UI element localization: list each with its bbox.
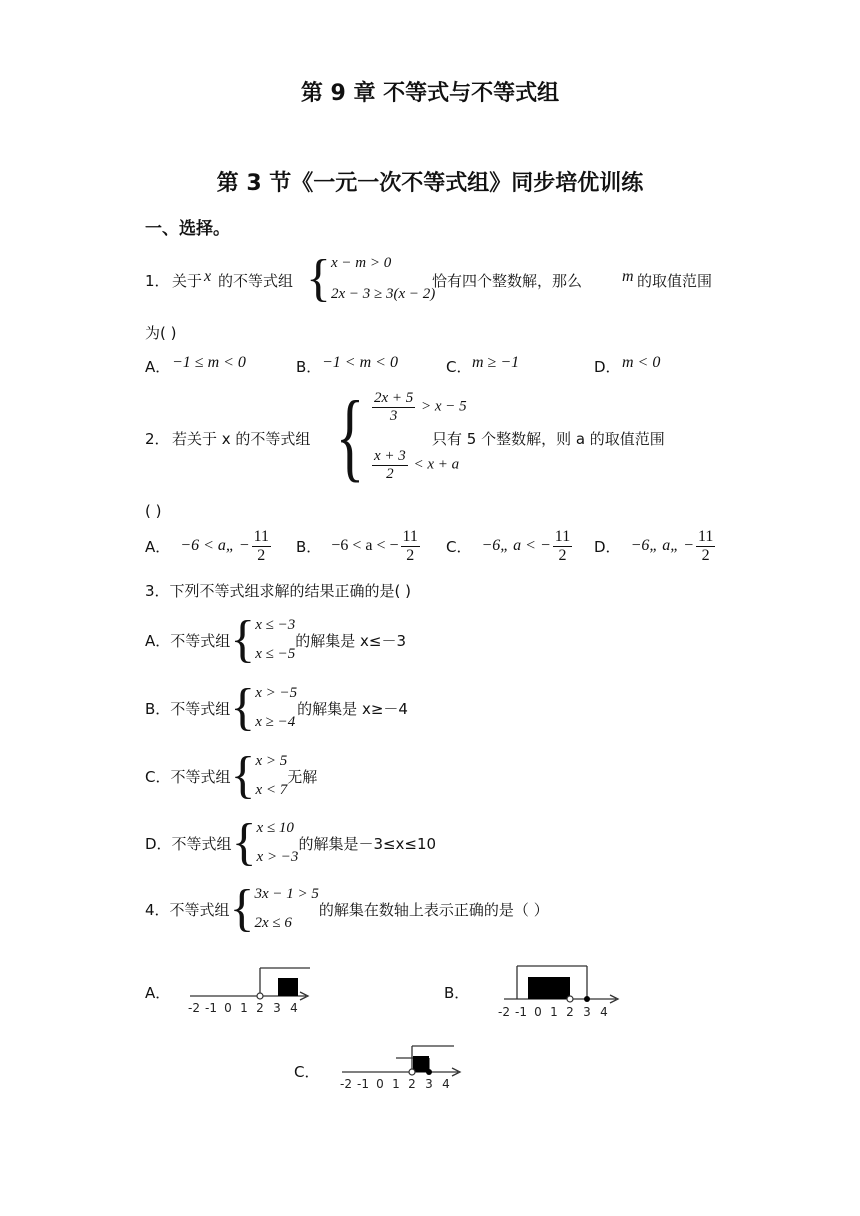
tick-label: 2 bbox=[408, 1077, 416, 1091]
tick-label: -2 bbox=[188, 1001, 200, 1015]
tick-label: 4 bbox=[290, 1001, 298, 1015]
tick-label: 0 bbox=[224, 1001, 232, 1015]
q1-system-line: x − m > 0 bbox=[330, 255, 392, 271]
q1-option-label[interactable]: D． bbox=[594, 358, 621, 376]
q3-option-result: 的解集是 x≤－3 bbox=[295, 631, 407, 650]
q3-option[interactable] bbox=[145, 814, 437, 871]
q2-option-math: −6„ a„ − bbox=[630, 537, 694, 555]
q1-post: 恰有四个整数解，那么 bbox=[432, 272, 583, 290]
q1-option-math: m ≥ −1 bbox=[472, 354, 520, 371]
brace-icon: { bbox=[335, 380, 365, 491]
q2-option[interactable] bbox=[145, 528, 273, 564]
q1-pre: 关于 bbox=[172, 272, 203, 290]
tick-label: -1 bbox=[357, 1077, 369, 1091]
open-endpoint bbox=[409, 1069, 415, 1075]
brace-icon: { bbox=[229, 880, 255, 937]
q4-system-line: 2x ≤ 6 bbox=[254, 915, 292, 931]
q2-option[interactable] bbox=[296, 528, 422, 564]
q4-choice-label[interactable]: C． bbox=[294, 1063, 320, 1081]
q3-option-label: A．不等式组 bbox=[145, 631, 231, 650]
brace-icon: { bbox=[230, 611, 256, 668]
tick-label: 1 bbox=[550, 1005, 558, 1019]
q1-var2: m bbox=[622, 268, 634, 285]
solution-region bbox=[278, 978, 298, 996]
q2-paren: ( ) bbox=[145, 502, 162, 520]
closed-endpoint bbox=[426, 1069, 432, 1075]
tick-label: 1 bbox=[240, 1001, 248, 1015]
q2-line1-numerator: 2x + 5 bbox=[374, 390, 414, 406]
q1-tail: 为( ) bbox=[145, 324, 177, 342]
q3-system-line: x > −3 bbox=[256, 849, 299, 865]
tick-label: 2 bbox=[566, 1005, 574, 1019]
q1-var: x bbox=[204, 268, 212, 285]
tick-label: 0 bbox=[376, 1077, 384, 1091]
q2-option-math: −6„ a < − bbox=[481, 537, 551, 555]
closed-endpoint bbox=[584, 996, 590, 1002]
q1-post2: 的取值范围 bbox=[637, 272, 713, 290]
q1-system bbox=[306, 250, 436, 307]
q3-stem: 3．下列不等式组求解的结果正确的是( ) bbox=[145, 582, 412, 600]
q3-system-line: x ≤ −5 bbox=[255, 646, 296, 662]
number-line-c bbox=[332, 1040, 472, 1098]
q2-line1-denominator: 3 bbox=[389, 407, 398, 424]
q1-option-label[interactable]: C． bbox=[446, 358, 472, 376]
q2-option[interactable] bbox=[594, 528, 717, 564]
q2-pre: 若关于 x 的不等式组 bbox=[172, 430, 311, 448]
q1-option-math: −1 < m < 0 bbox=[322, 354, 398, 371]
q1-system-line: 2x − 3 ≥ 3(x − 2) bbox=[330, 286, 436, 302]
q2-option-math: −6 < a„ − bbox=[180, 537, 250, 555]
tick-label: 4 bbox=[442, 1077, 450, 1091]
q2-line1-rest: > x − 5 bbox=[421, 398, 467, 415]
open-endpoint bbox=[257, 993, 263, 999]
q3-option-label: C．不等式组 bbox=[145, 767, 231, 786]
q3-option-result: 无解 bbox=[287, 767, 318, 786]
q1-option-label[interactable]: A． bbox=[145, 358, 171, 376]
q1-option-label[interactable]: B． bbox=[296, 358, 322, 376]
q3-option-result: 的解集是－3≤x≤10 bbox=[298, 834, 437, 853]
q2-option[interactable] bbox=[446, 528, 574, 564]
q1-option-math: m < 0 bbox=[622, 354, 661, 371]
tick-label: 4 bbox=[600, 1005, 608, 1019]
q3-option[interactable] bbox=[145, 679, 408, 736]
number-line-c-axis bbox=[342, 1068, 460, 1076]
brace-icon: { bbox=[230, 679, 256, 736]
fraction-denominator: 2 bbox=[257, 546, 266, 564]
tick-label: -2 bbox=[340, 1077, 352, 1091]
q4-choice-label[interactable]: A． bbox=[145, 984, 171, 1002]
q3-system-line: x ≤ 10 bbox=[256, 820, 294, 836]
q4-post: 的解集在数轴上表示正确的是（ ） bbox=[318, 900, 549, 919]
brace-icon: { bbox=[230, 747, 256, 804]
fraction-numerator: 11 bbox=[402, 528, 418, 545]
q4-stem bbox=[145, 880, 549, 937]
tick-label: -1 bbox=[205, 1001, 217, 1015]
solution-region bbox=[528, 977, 570, 999]
q2-number: 2． bbox=[145, 430, 170, 448]
part-heading: 一、选择。 bbox=[145, 219, 230, 239]
q3-system-line: x > −5 bbox=[255, 685, 298, 701]
q3-system-line: x ≤ −3 bbox=[255, 617, 296, 633]
tick-label: 1 bbox=[392, 1077, 400, 1091]
brace-icon: { bbox=[306, 250, 331, 307]
tick-label: 2 bbox=[256, 1001, 264, 1015]
q2-line2-numerator: x + 3 bbox=[374, 448, 406, 464]
q3-option-label: B．不等式组 bbox=[145, 699, 231, 718]
q1-number: 1． bbox=[145, 272, 170, 290]
fraction-denominator: 2 bbox=[406, 546, 415, 564]
q2-option-label: A． bbox=[145, 537, 171, 556]
q3-system-line: x ≥ −4 bbox=[255, 714, 296, 730]
q3-option-label: D．不等式组 bbox=[145, 834, 232, 853]
section-title: 第 3 节《一元一次不等式组》同步培优训练 bbox=[216, 171, 644, 196]
q2-line2-denominator: 2 bbox=[386, 465, 394, 482]
fraction-numerator: 11 bbox=[554, 528, 571, 545]
q3-system-line: x > 5 bbox=[255, 753, 288, 769]
q3-option-result: 的解集是 x≥－4 bbox=[297, 699, 408, 718]
q3-option[interactable] bbox=[145, 611, 407, 668]
open-endpoint bbox=[567, 996, 573, 1002]
tick-label: 3 bbox=[583, 1005, 591, 1019]
q2-option-label: B． bbox=[296, 537, 322, 556]
q3-system-line: x < 7 bbox=[255, 782, 288, 798]
q1-option-math: −1 ≤ m < 0 bbox=[172, 354, 246, 371]
fraction-denominator: 2 bbox=[701, 546, 710, 564]
q2-post: 只有 5 个整数解，则 a 的取值范围 bbox=[432, 430, 665, 448]
fraction-denominator: 2 bbox=[558, 546, 567, 564]
number-line-b bbox=[490, 958, 630, 1020]
brace-icon: { bbox=[231, 814, 257, 871]
chapter-title: 第 9 章 不等式与不等式组 bbox=[300, 81, 560, 106]
solution-region bbox=[413, 1056, 429, 1072]
q2-line2-rest: < x + a bbox=[413, 456, 460, 473]
q3-option[interactable] bbox=[145, 747, 318, 804]
q2-option-label: D． bbox=[594, 537, 621, 556]
tick-label: 3 bbox=[273, 1001, 281, 1015]
number-line-a bbox=[180, 960, 320, 1020]
tick-label: -1 bbox=[515, 1005, 527, 1019]
q4-system-line: 3x − 1 > 5 bbox=[254, 886, 319, 902]
tick-label: -2 bbox=[498, 1005, 510, 1019]
tick-label: 0 bbox=[534, 1005, 542, 1019]
q2-option-math: −6 < a < − bbox=[331, 537, 399, 555]
q1-mid: 的不等式组 bbox=[218, 272, 294, 290]
fraction-numerator: 11 bbox=[697, 528, 714, 545]
q4-choice-label[interactable]: B． bbox=[444, 984, 470, 1002]
q4-pre: 4．不等式组 bbox=[145, 900, 230, 919]
q2-option-label: C． bbox=[446, 537, 472, 556]
tick-label: 3 bbox=[425, 1077, 433, 1091]
fraction-numerator: 11 bbox=[253, 528, 269, 545]
